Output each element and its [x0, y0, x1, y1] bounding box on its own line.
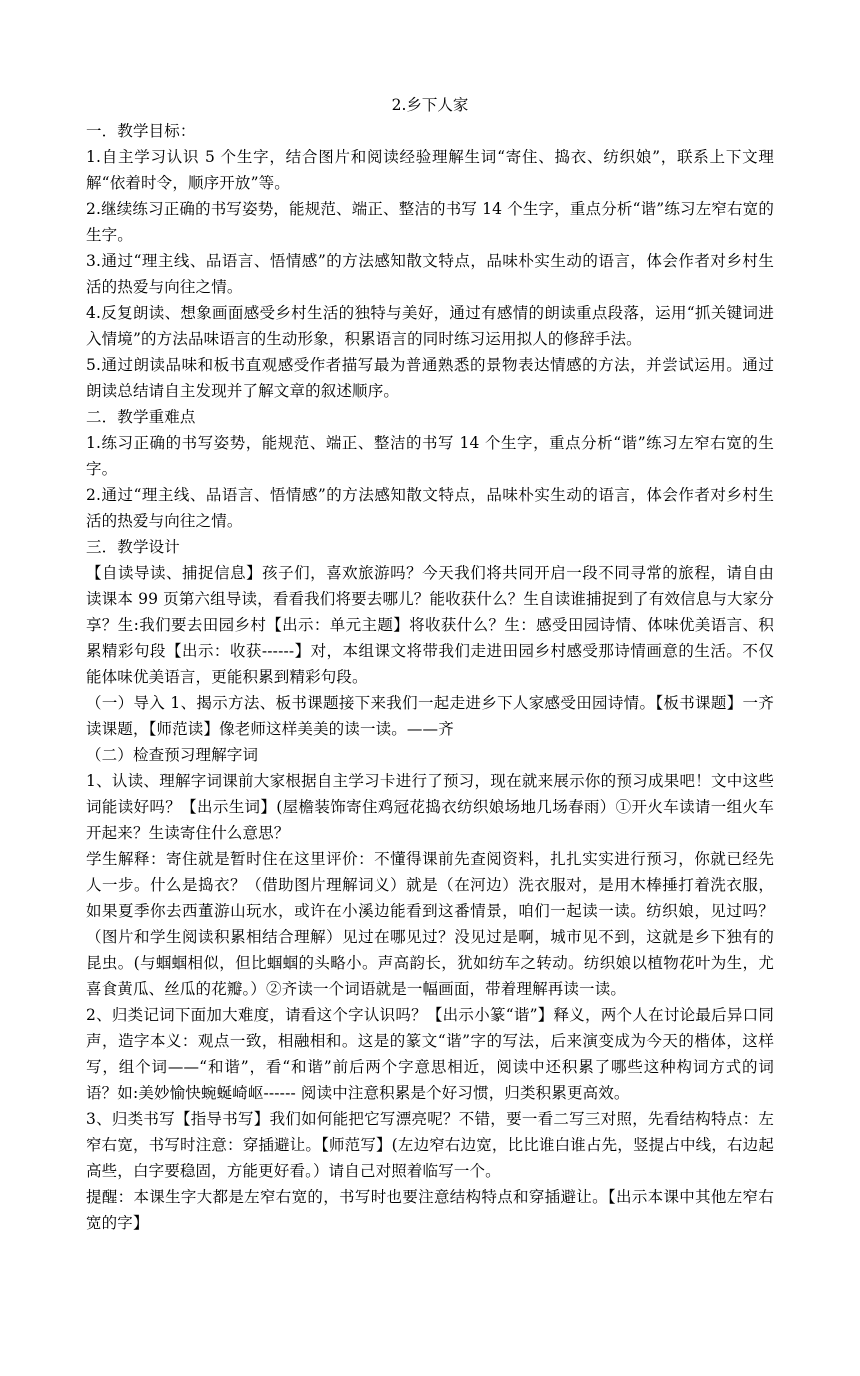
reminder: 提醒：本课生字大都是左窄右宽的，书写时也要注意结构特点和穿插避让。【出示本课中其他左窄右宽的字】 — [86, 1188, 774, 1232]
objective-3: 3.通过“理主线、品语言、悟情感”的方法感知散文特点，品味朴实生动的语言，体会作者对乡村生活的热爱与向往之情。 — [86, 252, 774, 296]
design-intro: 【自读导读、捕捉信息】孩子们，喜欢旅游吗？今天我们将共同开启一段不同寻常的旅程，请自由读课本 99 页第六组导读，看看我们将要去哪儿？能收获什么？生自读谁捕捉到了有效信息与大家分享？生:我们要去田园乡村【出示：单元主题】将收获什么？生：感受田园诗情、体味优美语言、积累精彩句段【出示：收获------】对，本组课文将带我们走进田园乡村感受那诗情画意的生活。不仅能体味优美语言，更能积累到精彩句段。 — [86, 564, 774, 686]
key-point-2: 2.通过“理主线、品语言、悟情感”的方法感知散文特点，品味朴实生动的语言，体会作者对乡村生活的热爱与向往之情。 — [86, 486, 774, 530]
document-page — [86, 92, 774, 1236]
design-step-1: （一）导入 1、揭示方法、板书课题接下来我们一起走进乡下人家感受田园诗情。【板书课题】一齐读课题，【师范读】像老师这样美美的读一读。——齐 — [86, 694, 774, 738]
section-heading-objectives: 一．教学目标： — [86, 122, 196, 140]
objective-5: 5.通过朗读品味和板书直观感受作者描写最为普通熟悉的景物表达情感的方法，并尝试运用。通过朗读总结请自主发现并了解文章的叙述顺序。 — [86, 356, 774, 400]
student-explanation: 学生解释：寄住就是暂时住在这里评价：不懂得课前先查阅资料，扎扎实实进行预习，你就已经先人一步。什么是捣衣？（借助图片理解词义）就是（在河边）洗衣服对，是用木棒捶打着洗衣服，如果夏季你去西董游山玩水，或许在小溪边能看到这番情景，咱们一起读一读。纺织娘，见过吗？（图片和学生阅读积累相结合理解）见过在哪见过？没见过是啊，城市见不到，这就是乡下独有的昆虫。(与蝈蝈相似，但比蝈蝈的头略小。声高韵长，犹如纺车之转动。纺织娘以植物花叶为生，尤喜食黄瓜、丝瓜的花瓣。）②齐读一个词语就是一幅画面，带着理解再读一读。 — [86, 850, 774, 998]
section-heading-key-points: 二．教学重难点 — [86, 408, 196, 426]
key-point-1: 1.练习正确的书写姿势，能规范、端正、整洁的书写 14 个生字，重点分析“谐”练习左窄右宽的生字。 — [86, 434, 774, 478]
design-step-2-heading: （二）检查预习理解字词 — [86, 746, 259, 764]
writing-guidance: 3、归类书写【指导书写】我们如何能把它写漂亮呢？不错，要一看二写三对照，先看结构特点：左窄右宽，书写时注意：穿插避让。【师范写】(左边窄右边宽，比比谁白谁占先，竖提占中线，右边起高些，白字要稳固，方能更好看。）请自己对照着临写一个。 — [86, 1110, 774, 1180]
objective-1: 1.自主学习认识 5 个生字，结合图片和阅读经验理解生词“寄住、捣衣、纺织娘”，联系上下文理解“依着时令，顺序开放”等。 — [86, 148, 774, 192]
objective-2: 2.继续练习正确的书写姿势，能规范、端正、整洁的书写 14 个生字，重点分析“谐”练习左窄右宽的生字。 — [86, 200, 774, 244]
vocab-grouping: 2、归类记词下面加大难度，请看这个字认识吗？【出示小篆“谐”】释义，两个人在讨论最后异口同声，造字本义：观点一致，相融相和。这是的篆文“谐”字的写法，后来演变成为今天的楷体，这样写，组个词——“和谐”，看“和谐”前后两个字意思相近，阅读中还积累了哪些这种构词方式的词语？如:美妙愉快蜿蜒崎岖------ 阅读中注意积累是个好习惯，归类积累更高效。 — [86, 1006, 774, 1102]
objective-4: 4.反复朗读、想象画面感受乡村生活的独特与美好，通过有感情的朗读重点段落，运用“抓关键词进入情境”的方法品味语言的生动形象，积累语言的同时练习运用拟人的修辞手法。 — [86, 304, 774, 348]
document-title: 2.乡下人家 — [391, 96, 469, 114]
section-heading-design: 三．教学设计 — [86, 538, 180, 556]
vocab-reading: 1、认读、理解字词课前大家根据自主学习卡进行了预习，现在就来展示你的预习成果吧！文中这些词能读好吗？【出示生词】(屋檐装饰寄住鸡冠花捣衣纺织娘场地几场春雨）①开火车读请一组火车开起来？生读寄住什么意思？ — [86, 772, 774, 842]
